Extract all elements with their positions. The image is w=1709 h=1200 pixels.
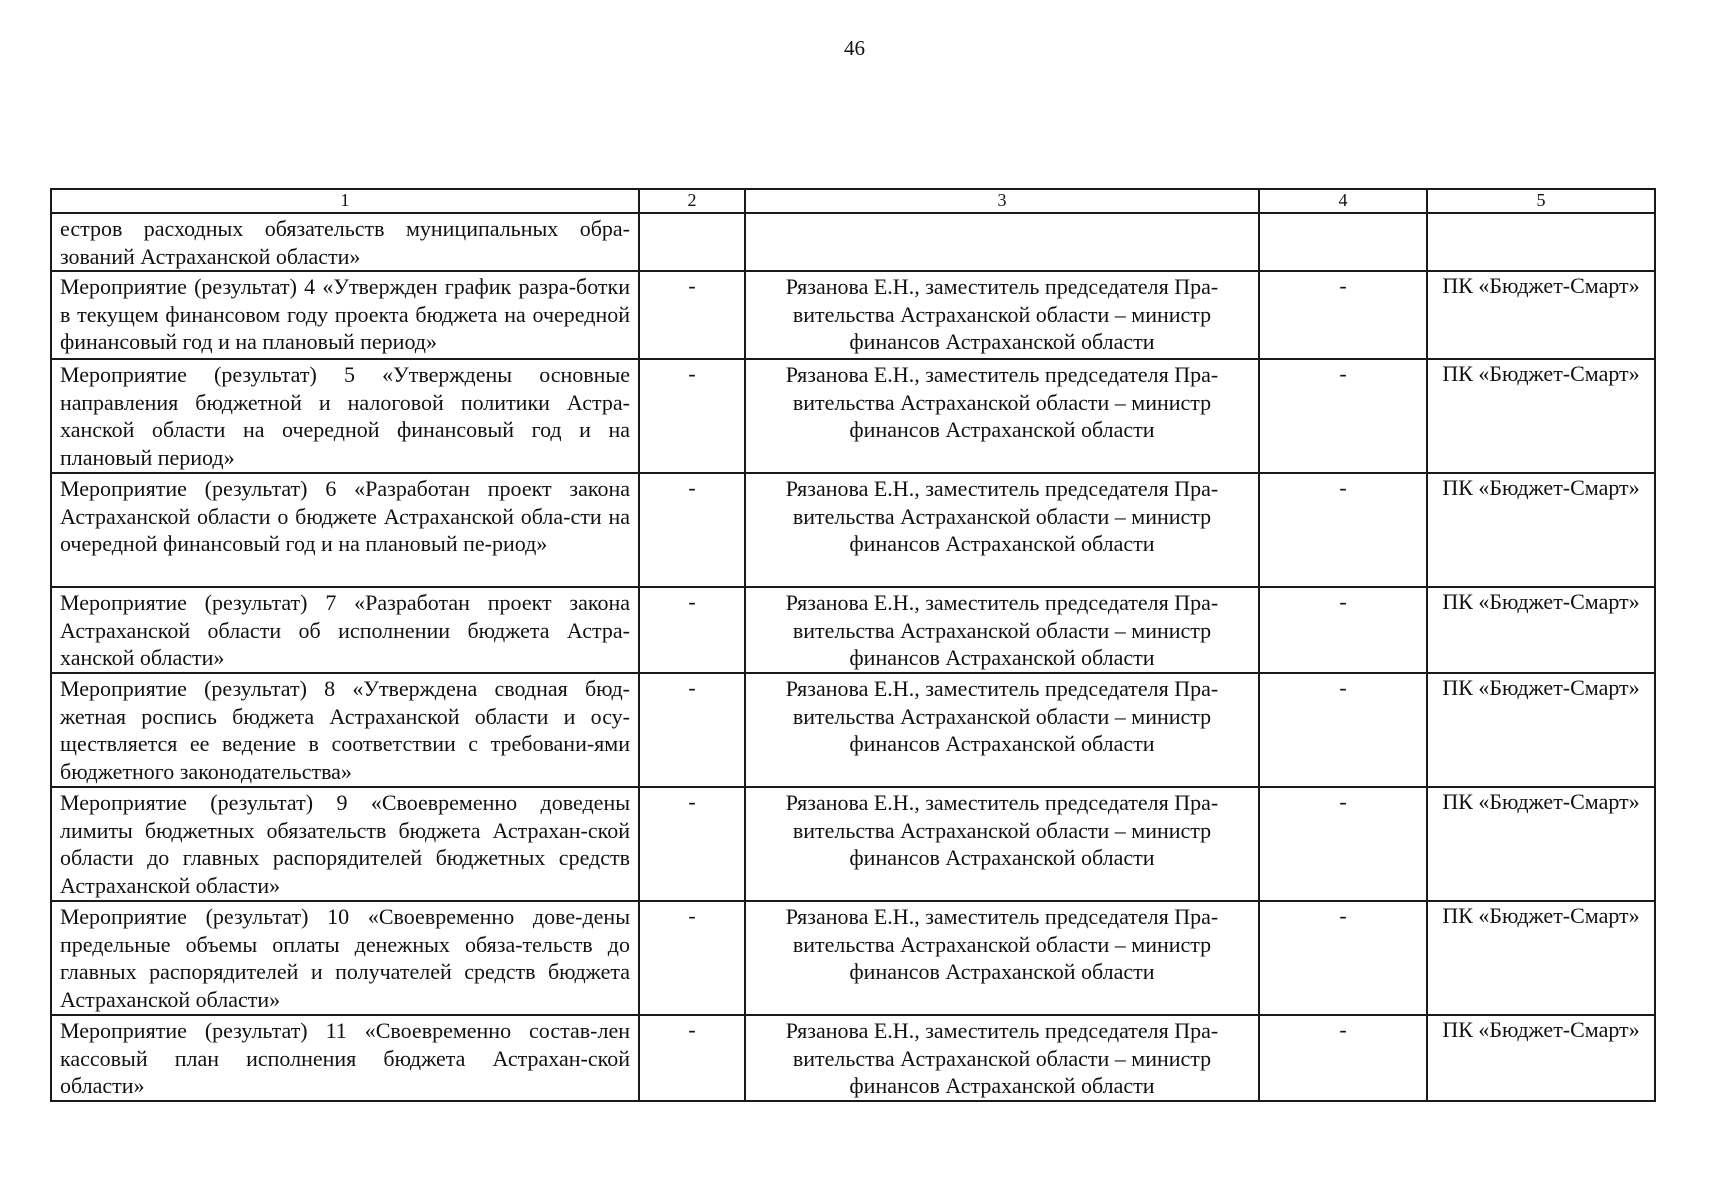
information-system: ПК «Бюджет-Смарт»	[1427, 271, 1655, 359]
measure-description: Мероприятие (результат) 4 «Утвержден график разра-ботки в текущем финансовом году проекта бюджета на очередной финансовый год и на плановый период»	[51, 271, 639, 359]
column-2-value: -	[639, 673, 745, 787]
table-row	[51, 587, 1655, 673]
column-2-value: -	[639, 271, 745, 359]
column-4-value: -	[1259, 359, 1427, 473]
page-number: 46	[844, 36, 865, 60]
information-system: ПК «Бюджет-Смарт»	[1427, 473, 1655, 587]
column-4-value: -	[1259, 673, 1427, 787]
responsible-person: Рязанова Е.Н., заместитель председателя Пра-вительства Астраханской области – министр финансов Астраханской области	[745, 359, 1259, 473]
information-system: ПК «Бюджет-Смарт»	[1427, 1015, 1655, 1101]
column-number-3: 3	[745, 189, 1259, 213]
responsible-person	[745, 213, 1259, 271]
responsible-person: Рязанова Е.Н., заместитель председателя Пра-вительства Астраханской области – министр финансов Астраханской области	[745, 1015, 1259, 1101]
column-4-value: -	[1259, 473, 1427, 587]
column-number-2: 2	[639, 189, 745, 213]
column-2-value	[639, 213, 745, 271]
table-row	[51, 787, 1655, 901]
responsible-person: Рязанова Е.Н., заместитель председателя Пра-вительства Астраханской области – министр финансов Астраханской области	[745, 673, 1259, 787]
column-number-row	[51, 189, 1655, 213]
information-system: ПК «Бюджет-Смарт»	[1427, 901, 1655, 1015]
column-2-value: -	[639, 901, 745, 1015]
information-system: ПК «Бюджет-Смарт»	[1427, 787, 1655, 901]
column-4-value: -	[1259, 271, 1427, 359]
measure-description: Мероприятие (результат) 5 «Утверждены основные направления бюджетной и налоговой политики Астра-ханской области на очередной финансовый год и на плановый период»	[51, 359, 639, 473]
measure-description: Мероприятие (результат) 9 «Своевременно доведены лимиты бюджетных обязательств бюджета Астрахан-ской области до главных распорядителей бюджетных средств Астраханской области»	[51, 787, 639, 901]
table-row	[51, 473, 1655, 587]
responsible-person: Рязанова Е.Н., заместитель председателя Пра-вительства Астраханской области – министр финансов Астраханской области	[745, 587, 1259, 673]
column-4-value: -	[1259, 787, 1427, 901]
column-4-value: -	[1259, 587, 1427, 673]
measure-description: Мероприятие (результат) 8 «Утверждена сводная бюд-жетная роспись бюджета Астраханской области и осу-ществляется ее ведение в соответствии с требовани-ями бюджетного законодательства»	[51, 673, 639, 787]
measure-description: Мероприятие (результат) 6 «Разработан проект закона Астраханской области о бюджете Астраханской обла-сти на очередной финансовый год и на плановый пе-риод»	[51, 473, 639, 587]
column-2-value: -	[639, 787, 745, 901]
table-row	[51, 1015, 1655, 1101]
information-system: ПК «Бюджет-Смарт»	[1427, 587, 1655, 673]
table-row	[51, 673, 1655, 787]
column-4-value: -	[1259, 1015, 1427, 1101]
responsible-person: Рязанова Е.Н., заместитель председателя Пра-вительства Астраханской области – министр финансов Астраханской области	[745, 271, 1259, 359]
information-system	[1427, 213, 1655, 271]
table-row	[51, 271, 1655, 359]
measure-description: Мероприятие (результат) 10 «Своевременно дове-дены предельные объемы оплаты денежных обяза-тельств до главных распорядителей и получателей средств бюджета Астраханской области»	[51, 901, 639, 1015]
measure-description: естров расходных обязательств муниципальных обра-зований Астраханской области»	[51, 213, 639, 271]
column-2-value: -	[639, 473, 745, 587]
responsible-person: Рязанова Е.Н., заместитель председателя Пра-вительства Астраханской области – министр финансов Астраханской области	[745, 901, 1259, 1015]
information-system: ПК «Бюджет-Смарт»	[1427, 673, 1655, 787]
column-4-value: -	[1259, 901, 1427, 1015]
column-2-value: -	[639, 587, 745, 673]
column-2-value: -	[639, 1015, 745, 1101]
column-2-value: -	[639, 359, 745, 473]
column-number-1: 1	[51, 189, 639, 213]
table-row	[51, 359, 1655, 473]
measures-table	[50, 188, 1656, 1102]
continuation-row	[51, 213, 1655, 271]
responsible-person: Рязанова Е.Н., заместитель председателя Пра-вительства Астраханской области – министр финансов Астраханской области	[745, 787, 1259, 901]
column-4-value	[1259, 213, 1427, 271]
information-system: ПК «Бюджет-Смарт»	[1427, 359, 1655, 473]
column-number-4: 4	[1259, 189, 1427, 213]
measure-description: Мероприятие (результат) 7 «Разработан проект закона Астраханской области об исполнении бюджета Астра-ханской области»	[51, 587, 639, 673]
table-row	[51, 901, 1655, 1015]
column-number-5: 5	[1427, 189, 1655, 213]
measure-description: Мероприятие (результат) 11 «Своевременно состав-лен кассовый план исполнения бюджета Астрахан-ской области»	[51, 1015, 639, 1101]
responsible-person: Рязанова Е.Н., заместитель председателя Пра-вительства Астраханской области – министр финансов Астраханской области	[745, 473, 1259, 587]
